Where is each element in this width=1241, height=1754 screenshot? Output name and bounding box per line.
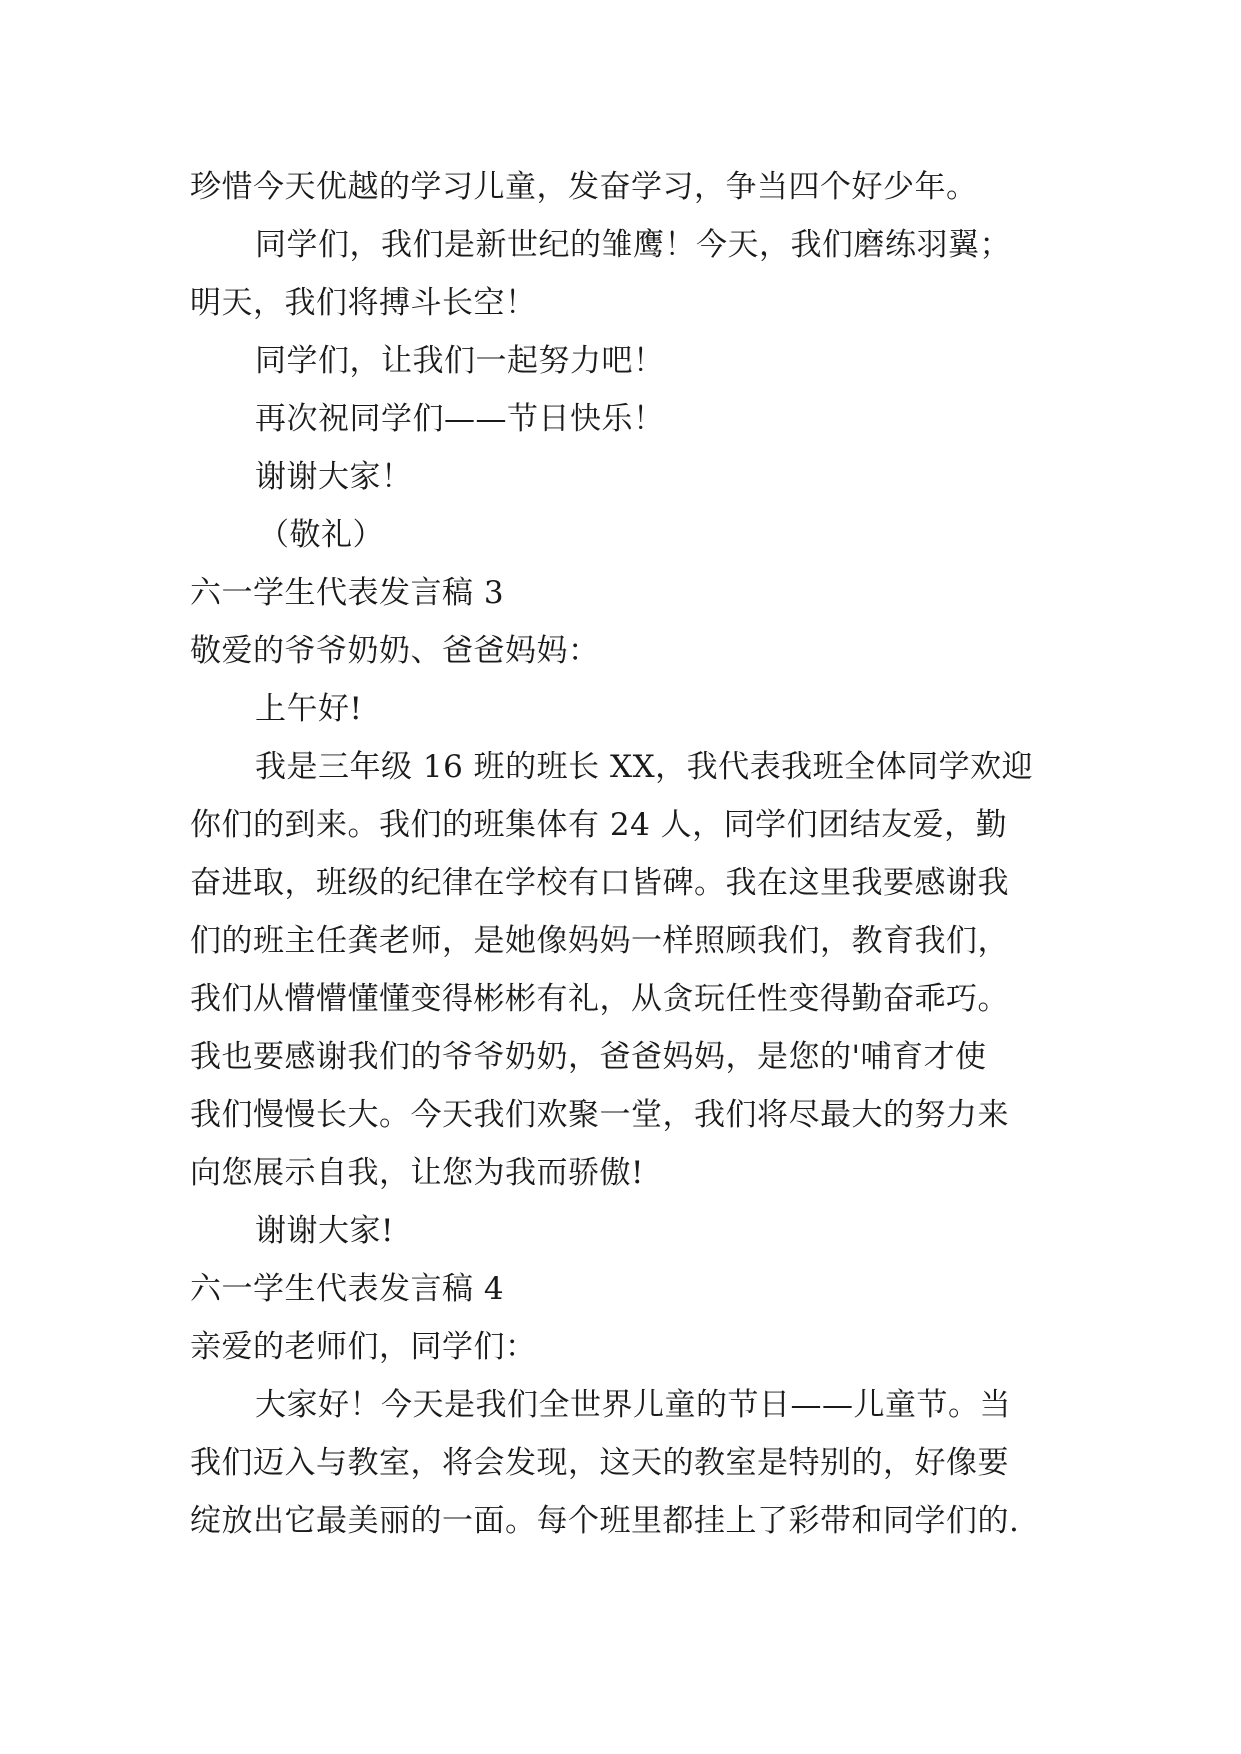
closing-line: 谢谢大家！ [255,459,413,495]
paragraph-line: 同学们，我们是新世纪的雏鹰！今天，我们磨练羽翼； [255,227,1011,263]
paragraph-line: 再次祝同学们——节日快乐！ [255,401,665,437]
salutation: 敬爱的爷爷奶奶、爸爸妈妈： [190,633,600,669]
paragraph-line: 我们从懵懵懂懂变得彬彬有礼，从贪玩任性变得勤奋乖巧。 [190,981,1009,1017]
paragraph-line: 我们慢慢长大。今天我们欢聚一堂，我们将尽最大的努力来 [190,1097,1009,1133]
paragraph-line: 我是三年级 16 班的班长 XX，我代表我班全体同学欢迎 [255,749,1034,785]
paragraph-line: 奋进取，班级的纪律在学校有口皆碑。我在这里我要感谢我 [190,865,1009,901]
greeting-line: 上午好! [255,691,363,727]
closing-line: 谢谢大家! [255,1213,394,1249]
section-heading: 六一学生代表发言稿 4 [190,1271,505,1307]
paragraph-line: 我们迈入与教室，将会发现，这天的教室是特别的，好像要 [190,1445,1009,1481]
salutation: 亲爱的老师们，同学们： [190,1329,537,1365]
paragraph-line: 绽放出它最美丽的一面。每个班里都挂上了彩带和同学们的. [190,1503,1020,1539]
paragraph-line: 向您展示自我，让您为我而骄傲! [190,1155,644,1191]
paragraph-line: 你们的到来。我们的班集体有 24 人，同学们团结友爱，勤 [190,807,1008,843]
paragraph-line: 珍惜今天优越的学习儿童，发奋学习，争当四个好少年。 [190,169,978,205]
salute-line: （敬礼） [258,517,384,553]
paragraph-line: 明天，我们将搏斗长空！ [190,285,537,321]
paragraph-line: 同学们，让我们一起努力吧！ [255,343,665,379]
section-heading: 六一学生代表发言稿 3 [190,575,505,611]
paragraph-line: 大家好！今天是我们全世界儿童的节日——儿童节。当 [255,1387,1011,1423]
paragraph-line: 我也要感谢我们的爷爷奶奶，爸爸妈妈，是您的'哺育才使 [190,1039,987,1075]
paragraph-line: 们的班主任龚老师，是她像妈妈一样照顾我们，教育我们， [190,923,1009,959]
